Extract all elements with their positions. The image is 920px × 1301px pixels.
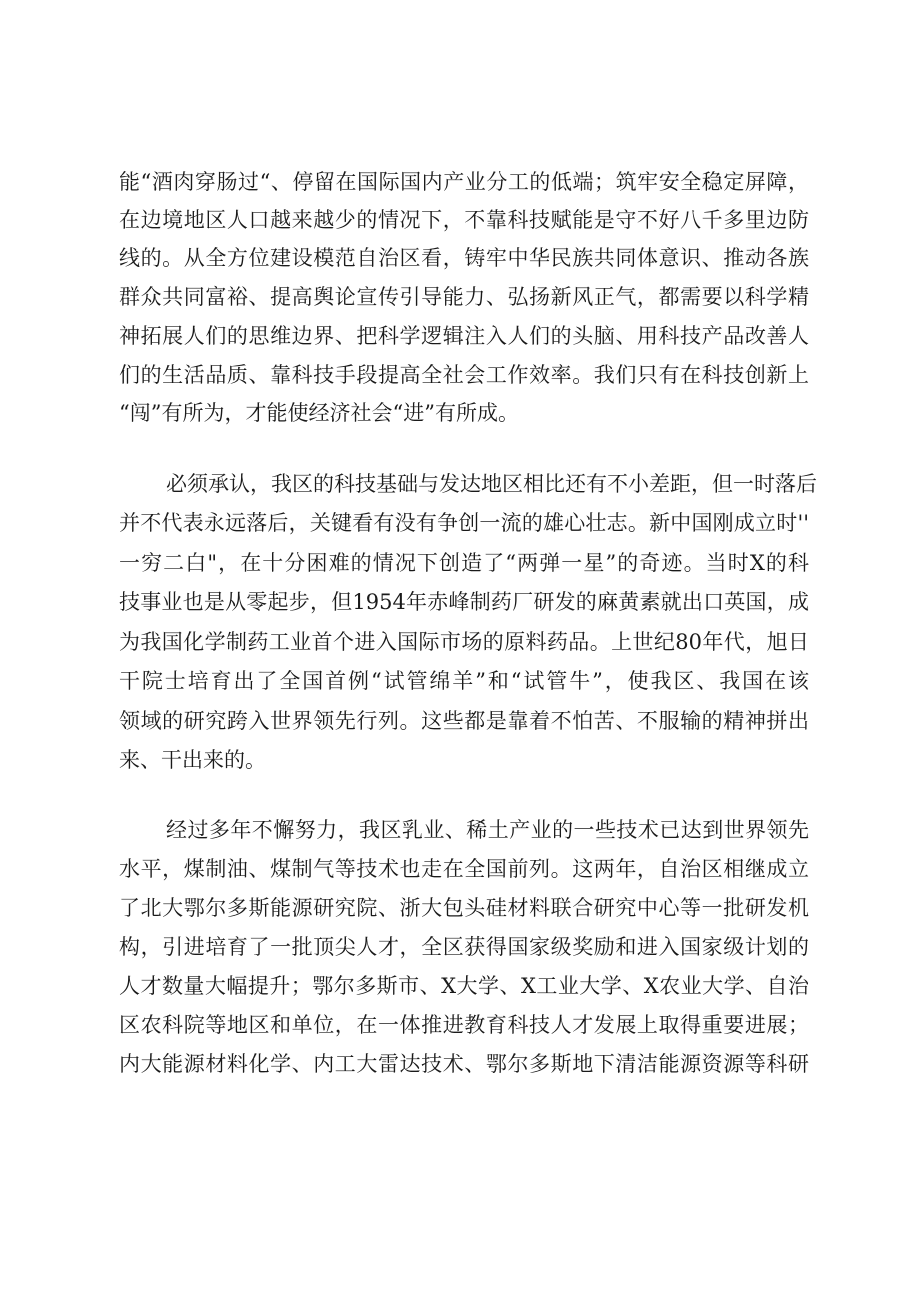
text-line: 技事业也是从零起步，但1954年赤峰制药厂研发的麻黄素就出口英国，成 xyxy=(119,590,809,614)
text-line: 并不代表永远落后，关键看有没有争创一流的雄心壮志。新中国刚成立时'' xyxy=(119,511,809,535)
paragraph-first-line: 必须承认，我区的科技基础与发达地区相比还有不小差距，但一时落后 xyxy=(166,472,817,496)
text-line: 神拓展人们的思维边界、把科学逻辑注入人们的头脑、用科技产品改善人 xyxy=(119,324,809,348)
text-line: 干院士培育出了全国首例“试管绵羊”和“试管牛”，使我区、我国在该 xyxy=(119,669,809,693)
text-line: 能“酒肉穿肠过“、停留在国际国内产业分工的低端；筑牢安全稳定屏障， xyxy=(119,170,809,194)
text-line: 内大能源材料化学、内工大雷达技术、鄂尔多斯地下清洁能源资源等科研 xyxy=(119,1052,809,1076)
text-line: 来、干出来的。 xyxy=(119,748,266,772)
text-line: 领域的研究跨入世界领先行列。这些都是靠着不怕苦、不服输的精神拼出 xyxy=(119,709,809,733)
text-line: 在边境地区人口越来越少的情况下，不靠科技赋能是守不好八千多里边防 xyxy=(119,208,809,232)
text-line: 区农科院等地区和单位，在一体推进教育科技人才发展上取得重要进展； xyxy=(119,1013,809,1037)
text-line: 一穷二白"，在十分困难的情况下创造了“两弹一星”的奇迹。当时X的科 xyxy=(119,551,809,575)
text-line: 群众共同富裕、提高舆论宣传引导能力、弘扬新风正气，都需要以科学精 xyxy=(119,285,809,309)
text-line: 人才数量大幅提升；鄂尔多斯市、X大学、X工业大学、X农业大学、自治 xyxy=(119,974,809,998)
text-line: 们的生活品质、靠科技手段提高全社会工作效率。我们只有在科技创新上 xyxy=(119,363,809,387)
text-line: 了北大鄂尔多斯能源研究院、浙大包头硅材料联合研究中心等一批研发机 xyxy=(119,896,809,920)
text-line: 构，引进培育了一批顶尖人才，全区获得国家级奖励和进入国家级计划的 xyxy=(119,935,809,959)
paragraph-first-line: 经过多年不懈努力，我区乳业、稀土产业的一些技术已达到世界领先 xyxy=(166,818,809,842)
text-line: 线的。从全方位建设模范自治区看，铸牢中华民族共同体意识、推动各族 xyxy=(119,246,809,270)
text-line: 水平，煤制油、煤制气等技术也走在全国前列。这两年，自治区相继成立 xyxy=(119,857,809,881)
text-line: “闯”有所为，才能使经济社会“进”有所成。 xyxy=(119,401,519,425)
text-line: 为我国化学制药工业首个进入国际市场的原料药品。上世纪80年代，旭日 xyxy=(119,630,809,654)
